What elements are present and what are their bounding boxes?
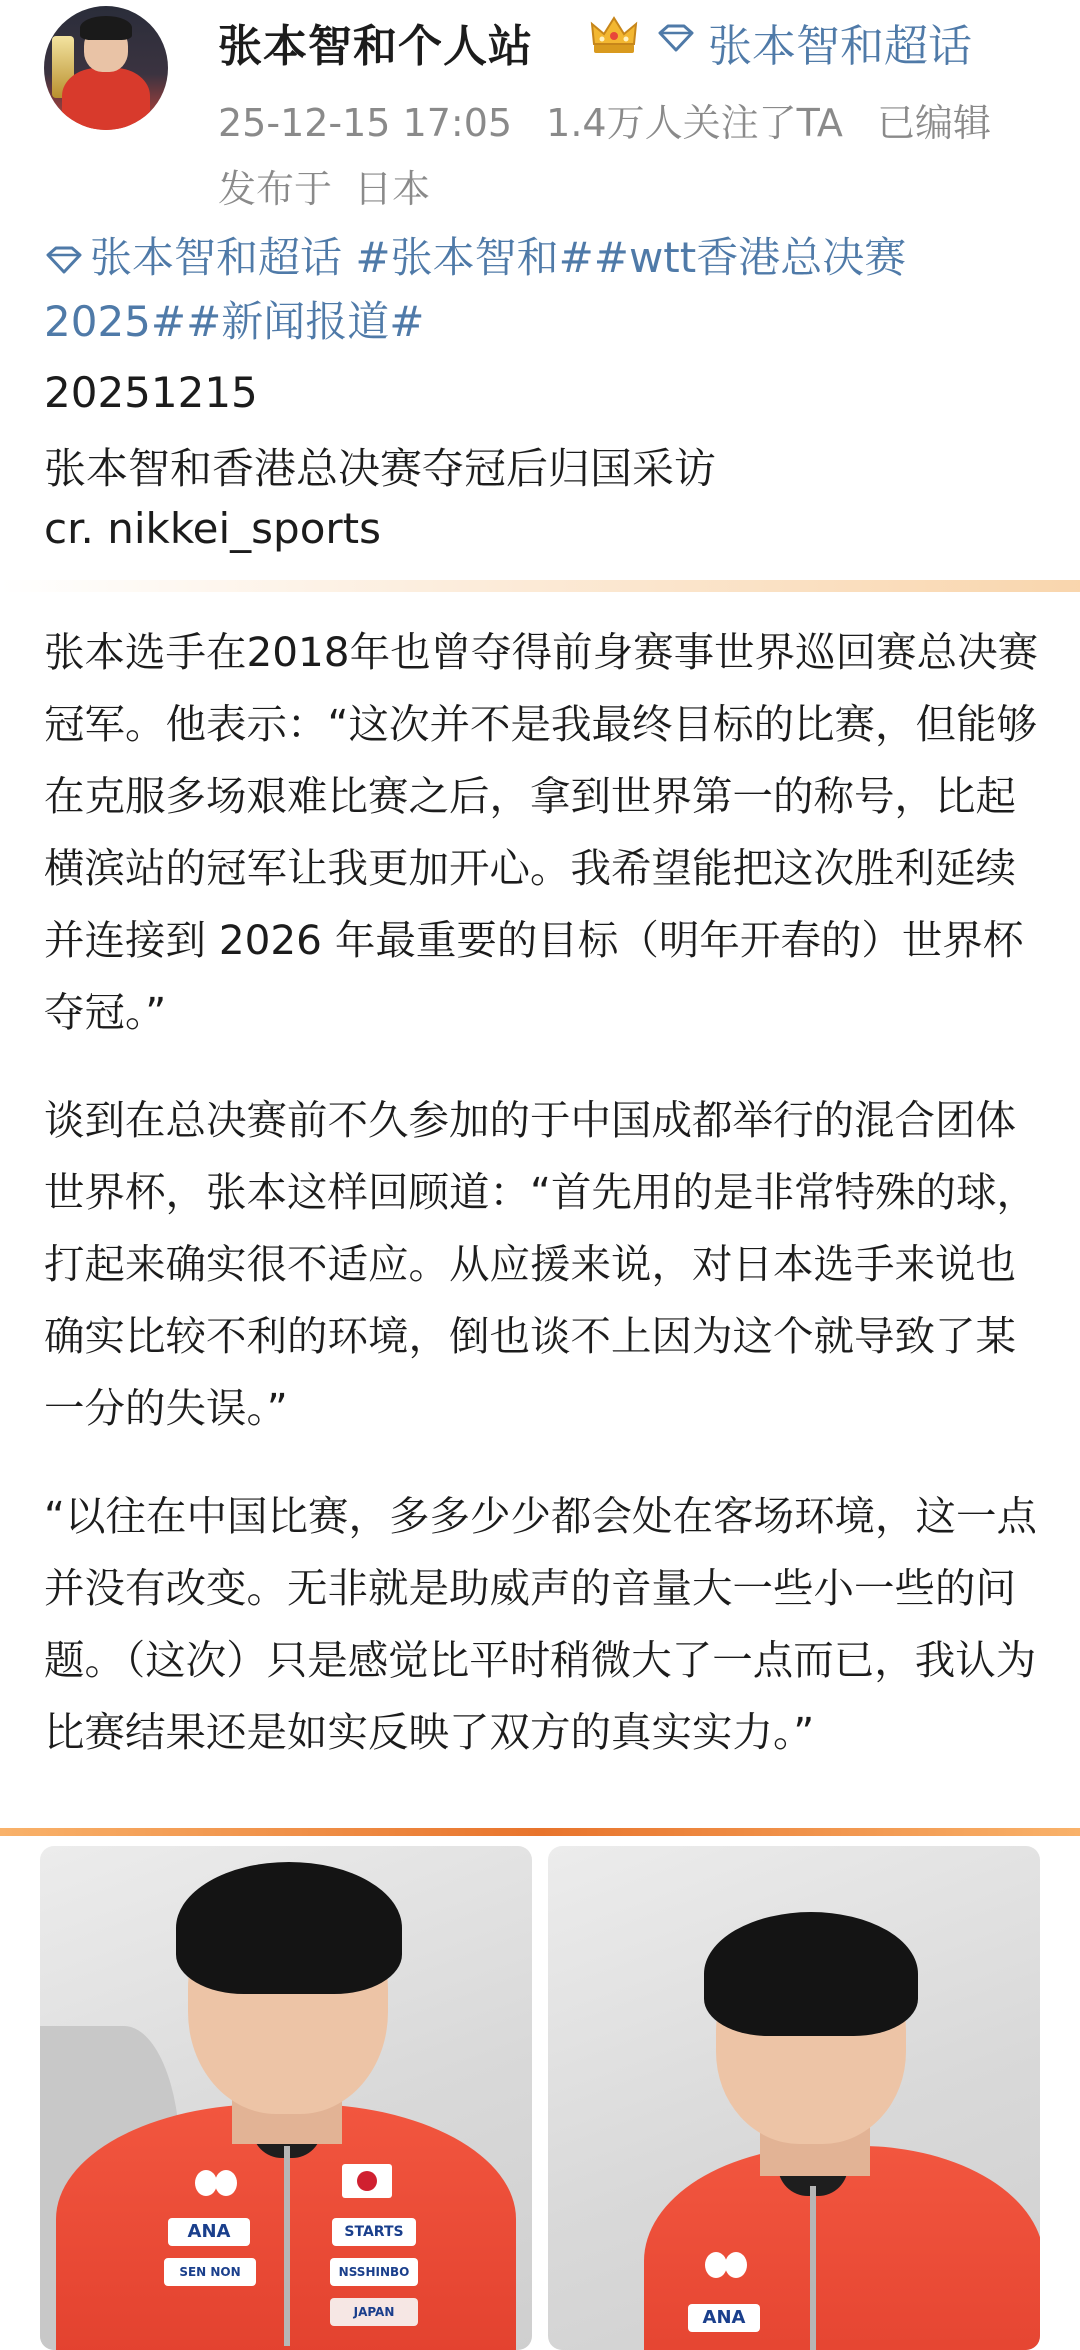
sponsor-badge-nisshinbo: NSSHINBO [330, 2258, 418, 2286]
attached-article-image[interactable] [0, 580, 1080, 2350]
sponsor-badge-ana: ANA [168, 2218, 250, 2246]
post-datetime: 25-12-15 17:05 [218, 101, 513, 145]
topic-supertopic-link[interactable]: 张本智和超话 [90, 233, 343, 282]
location-prefix: 发布于 [218, 167, 333, 211]
post-meta [218, 92, 1013, 147]
interview-photo-2[interactable] [548, 1846, 1040, 2350]
japan-flag-patch [342, 2164, 392, 2198]
location-name: 日本 [354, 167, 431, 211]
sponsor-badge-starts: STARTS [332, 2218, 416, 2246]
sponsor-badge-japan: JAPAN [330, 2298, 418, 2326]
diamond-supertopic-icon [44, 246, 84, 274]
edited-label: 已编辑 [876, 101, 991, 145]
jacket-zipper [810, 2186, 816, 2350]
sponsor-badge-ana: ANA [688, 2304, 760, 2332]
avatar-hair-shape [80, 16, 132, 40]
topic-hashtags-line1[interactable]: #张本智和##wtt香港总决赛 [355, 233, 907, 282]
sponsor-badge-sennon: SEN NON [164, 2258, 256, 2286]
follower-count: 1.4万人关注了TA [546, 101, 843, 145]
article-paragraph-1: 张本选手在2018年也曾夺得前身赛事世界巡回赛总决赛冠军。他表示：“这次并不是我最终目标的比赛，但能够在克服多场艰难比赛之后，拿到世界第一的称号，比起横滨站的冠军让我更加开心。我希望能把这次胜利延续并连接到 2026 年最重要的目标（明年开春的）世界杯夺冠。” [44, 628, 1039, 1036]
article-paragraph-2: 谈到在总决赛前不久参加的于中国成都举行的混合团体世界杯，张本这样回顾道：“首先用的是非常特殊的球，打起来确实很不适应。从应援来说，对日本选手来说也确实比较不利的环境，倒也谈不上因为这个就导致了某一分的失误。” [44, 1096, 1037, 1432]
post-headline: 张本智和香港总决赛夺冠后归国采访 [44, 444, 717, 493]
article-paragraph-3: “以往在中国比赛，多多少少都会处在客场环境，这一点并没有改变。无非就是助威声的音量大一些小一些的问题。（这次）只是感觉比平时稍微大了一点而已，我认为比赛结果还是如实反映了双方的真实实力。” [44, 1492, 1037, 1756]
avatar-shirt-shape [62, 68, 150, 130]
supertopic-link[interactable]: 张本智和超话 [708, 21, 972, 72]
post-date-code: 20251215 [44, 368, 258, 417]
hair-shape [176, 1862, 402, 1994]
diamond-supertopic-icon [656, 24, 696, 52]
crown-icon [586, 14, 642, 58]
butterfly-logo-icon [704, 2250, 748, 2280]
image-top-edge [0, 580, 1080, 592]
jacket-zipper [284, 2146, 290, 2346]
post-location [218, 158, 430, 213]
author-name[interactable]: 张本智和个人站 [218, 21, 533, 72]
butterfly-logo-icon [194, 2168, 238, 2198]
post-credit: cr. nikkei_sports [44, 504, 382, 553]
author-avatar[interactable] [44, 6, 168, 130]
post-header [0, 0, 1080, 220]
orange-divider [0, 1828, 1080, 1836]
post-topics [44, 226, 1044, 354]
topic-hashtags-line2[interactable]: 2025##新闻报道# [44, 297, 425, 346]
interview-photo-1[interactable] [40, 1846, 532, 2350]
hair-shape [704, 1912, 918, 2036]
